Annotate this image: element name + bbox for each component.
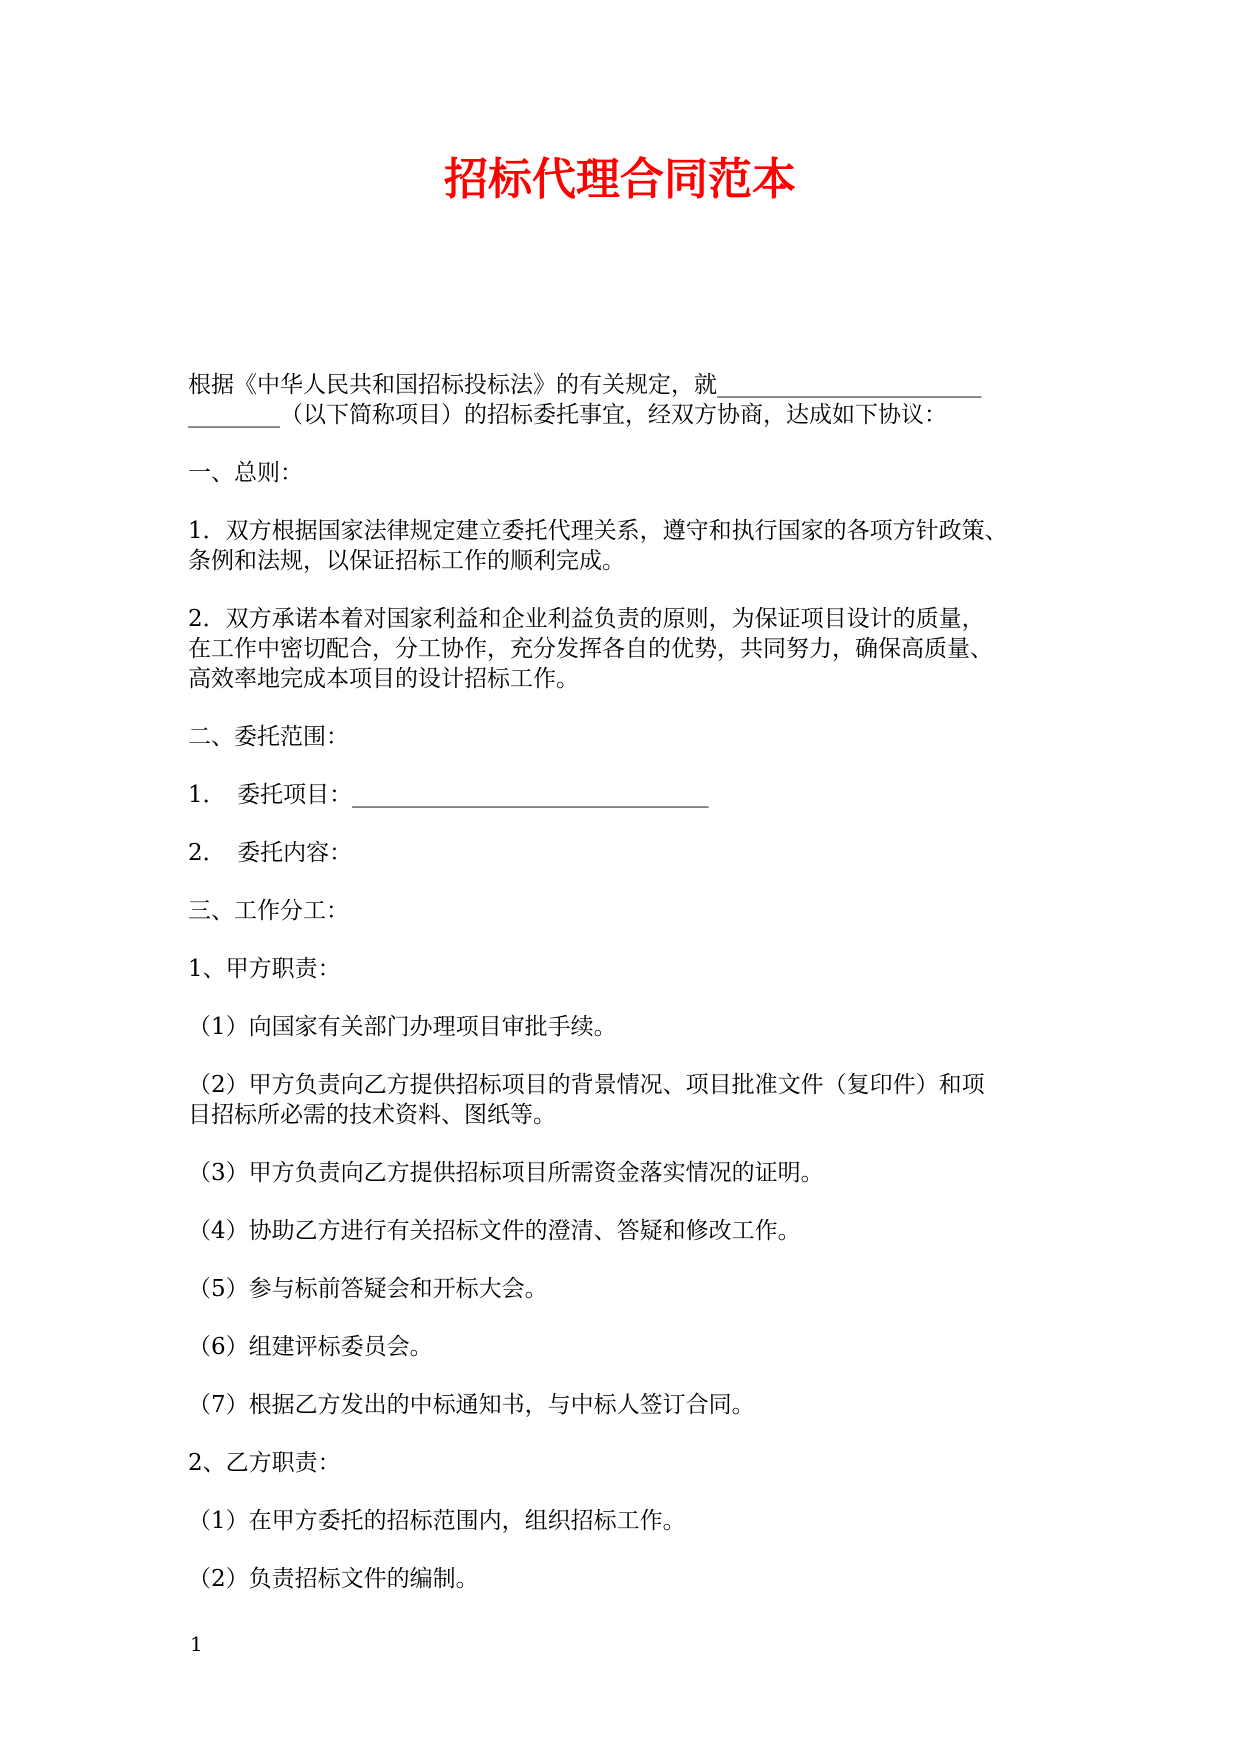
paragraph-line: （3）甲方负责向乙方提供招标项目所需资金落实情况的证明。 [188, 1160, 824, 1186]
paragraph-line: 条例和法规，以保证招标工作的顺利完成。 [188, 548, 625, 574]
paragraph-line: 目招标所必需的技术资料、图纸等。 [188, 1102, 556, 1128]
paragraph [188, 1216, 1068, 1246]
page-number: 1 [190, 1632, 203, 1656]
paragraph [188, 1274, 1068, 1304]
paragraph-line: 1． 委托项目：_______________________________ [188, 782, 709, 808]
paragraph-line: （1）在甲方委托的招标范围内，组织招标工作。 [188, 1508, 686, 1534]
paragraph-line: 二、委托范围： [188, 724, 349, 750]
paragraph-line: （1）向国家有关部门办理项目审批手续。 [188, 1014, 617, 1040]
paragraph [188, 1332, 1068, 1362]
paragraph [188, 1564, 1068, 1594]
paragraph [188, 1158, 1068, 1188]
paragraph-line: （2）负责招标文件的编制。 [188, 1566, 479, 1592]
document-body [188, 370, 1068, 1622]
paragraph [188, 722, 1068, 752]
paragraph-line: （5）参与标前答疑会和开标大会。 [188, 1276, 548, 1302]
paragraph [188, 1070, 1068, 1130]
paragraph-line: （4）协助乙方进行有关招标文件的澄清、答疑和修改工作。 [188, 1218, 801, 1244]
paragraph-line: （2）甲方负责向乙方提供招标项目的背景情况、项目批准文件（复印件）和项 [188, 1072, 985, 1098]
paragraph-line: （6）组建评标委员会。 [188, 1334, 433, 1360]
paragraph [188, 896, 1068, 926]
paragraph-line: 高效率地完成本项目的设计招标工作。 [188, 666, 579, 692]
paragraph [188, 954, 1068, 984]
paragraph-line: ________（以下简称项目）的招标委托事宜，经双方协商，达成如下协议： [188, 402, 947, 428]
paragraph-line: 2、乙方职责： [188, 1450, 341, 1476]
paragraph-line: 1、甲方职责： [188, 956, 341, 982]
paragraph-line: 一、总则： [188, 460, 303, 486]
paragraph [188, 780, 1068, 810]
paragraph [188, 370, 1068, 430]
paragraph [188, 1012, 1068, 1042]
paragraph [188, 604, 1068, 694]
paragraph [188, 458, 1068, 488]
paragraph [188, 1390, 1068, 1420]
paragraph-line: 2． 委托内容： [188, 840, 353, 866]
paragraph-line: 在工作中密切配合，分工协作，充分发挥各自的优势，共同努力，确保高质量、 [188, 636, 993, 662]
paragraph [188, 1448, 1068, 1478]
paragraph-line: 2．双方承诺本着对国家利益和企业利益负责的原则，为保证项目设计的质量， [188, 606, 985, 632]
paragraph-line: 根据《中华人民共和国招标投标法》的有关规定，就_______________________ [188, 372, 982, 398]
paragraph [188, 838, 1068, 868]
paragraph-line: （7）根据乙方发出的中标通知书，与中标人签订合同。 [188, 1392, 755, 1418]
paragraph [188, 1506, 1068, 1536]
paragraph [188, 516, 1068, 576]
document-title: 招标代理合同范本 [444, 154, 796, 205]
paragraph-line: 1．双方根据国家法律规定建立委托代理关系，遵守和执行国家的各项方针政策、 [188, 518, 1008, 544]
paragraph-line: 三、工作分工： [188, 898, 349, 924]
